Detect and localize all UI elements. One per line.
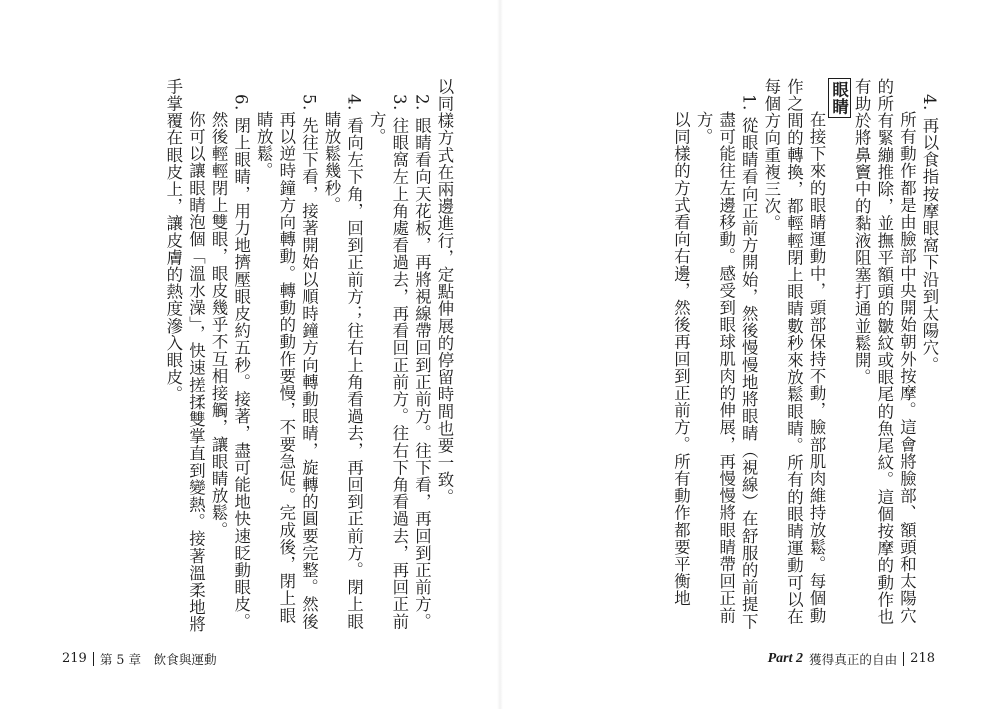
section-heading-eyes <box>827 78 850 638</box>
page-fold <box>497 0 503 709</box>
list-item-4: 4. 再以食指按摩眼窩下沿到太陽穴。 <box>920 93 939 374</box>
paragraph-continued: 以同樣方式在兩邊進行，定點伸展的停留時間也要一致。 <box>435 78 454 506</box>
list-item-6: 6. 閉上眼睛，用力地擠壓眼皮約五秒。接著，盡可能地快速眨動眼皮。然後輕輕閉上雙眼，眼皮幾乎不互相接觸，讓眼睛放鬆。 <box>209 93 251 630</box>
right-page-text <box>555 78 940 638</box>
list-item-5: 5. 先往下看，接著開始以順時鐘方向轉動眼睛，旋轉的圓要完整。然後再以逆時鐘方向轉動。轉動的動作要慢，不要急促。完成後，閉上眼睛放鬆。 <box>254 93 319 630</box>
footer-left <box>62 649 217 668</box>
paragraph-massage: 所有動作都是由臉部中央開始朝外按摩。這會將臉部、額頭和太陽穴的所有緊繃推除，並撫平額頭的皺紋或眼尾的魚尾紋。這個按摩的動作也有助於將鼻竇中的黏液阻塞打通並鬆開。 <box>852 78 917 626</box>
chapter-label: 第 5 章 飲食與運動 <box>99 652 217 667</box>
list-item-2: 2. 眼睛看向天花板，再將視線帶回到正前方。往下看，再回到正前方。 <box>412 93 432 630</box>
paragraph-same-right: 以同樣的方式看向右邊，然後再回到正前方。所有動作都要平衡地 <box>671 110 691 607</box>
paragraph-eyes-intro: 在接下來的眼睛運動中，頭部保持不動，臉部肌肉維持放鬆。每個動作之間的轉換，都輕輕閉上眼睛數秒來放鬆眼睛。所有的眼睛運動可以在每個方向重複三次。 <box>761 78 827 626</box>
section-title: 眼睛 <box>828 78 851 118</box>
left-page-text <box>55 78 455 638</box>
footer-divider <box>93 652 94 666</box>
footer-right <box>768 649 935 668</box>
part-title: 獲得真正的自由 <box>809 652 898 667</box>
list-item-4b: 4. 看向左下角，回到正前方；往右上角看過去，再回到正前方。閉上眼睛放鬆幾秒。 <box>322 93 364 630</box>
footer-divider <box>903 652 904 666</box>
paragraph-warm-bath: 你可以讓眼睛泡個「溫水澡」，快速搓揉雙掌直到變熱。接著溫柔地將手掌覆在眼皮上，讓皮膚的熱度滲入眼皮。 <box>163 78 206 633</box>
part-label: Part 2 <box>767 650 804 666</box>
page-number-left: 219 <box>62 651 87 666</box>
page-number-right: 218 <box>910 651 935 666</box>
list-item-1: 1. 從眼睛看向正前方開始，然後慢慢地將眼睛（視線）在舒服的前提下盡可能往左邊移動。感受到眼球肌肉的伸展，再慢慢將眼睛帶回正前方。 <box>694 93 759 630</box>
list-item-3: 3. 往眼窩左上角處看過去，再看回正前方。往右下角看過去，再回正前方。 <box>367 93 409 630</box>
